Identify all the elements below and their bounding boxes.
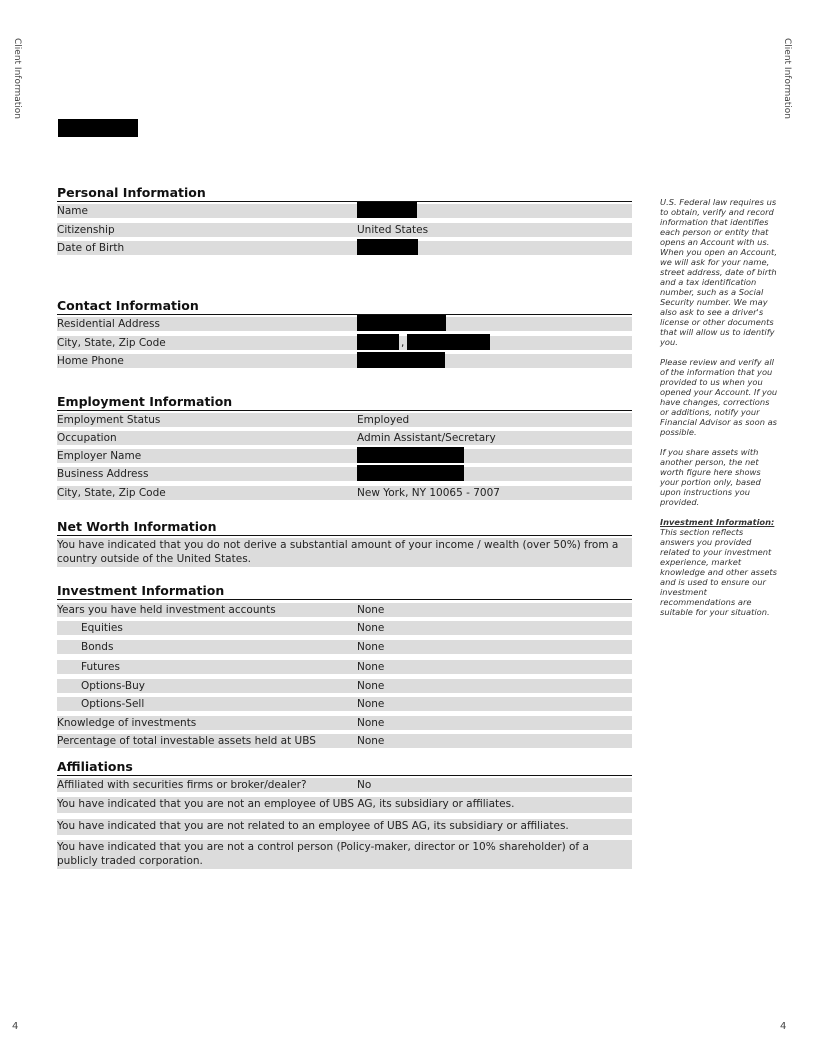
field-value: No bbox=[357, 779, 372, 791]
field-row bbox=[57, 679, 632, 693]
field-value: None bbox=[357, 661, 385, 673]
field-value: None bbox=[357, 641, 385, 653]
field-label: Knowledge of investments bbox=[57, 717, 197, 729]
field-row bbox=[57, 354, 632, 368]
field-row bbox=[57, 413, 632, 427]
note-investment-text: This section reflects answers you provided related to your investment experience, market knowledge and other assets and is used to ensure our investment recommendations are suitable for your situation. bbox=[660, 527, 778, 617]
field-label: Affiliated with securities firms or broker/dealer? bbox=[57, 779, 307, 791]
field-row bbox=[57, 621, 632, 635]
field-value: None bbox=[357, 622, 385, 634]
redacted-value bbox=[357, 202, 417, 218]
field-row bbox=[57, 716, 632, 730]
field-value: None bbox=[357, 698, 385, 710]
comma-separator: , bbox=[401, 337, 405, 349]
margin-label-left: Client Information bbox=[12, 38, 22, 120]
field-row bbox=[57, 603, 632, 617]
note-federal-law: U.S. Federal law requires us to obtain, verify and record information that identifies each person or entity that opens an Account with us. When you open an Account, we will ask for your name, street address, date of birth and a tax identification number, such as a Social Security number. We may also ask to see a driver's license or other documents that will allow us to identify you. bbox=[660, 197, 777, 347]
field-value: None bbox=[357, 680, 385, 692]
field-row bbox=[57, 697, 632, 711]
field-label: Business Address bbox=[57, 468, 149, 480]
field-row bbox=[57, 431, 632, 445]
field-label: Options-Buy bbox=[81, 680, 145, 692]
field-label: Employment Status bbox=[57, 414, 161, 426]
field-label: City, State, Zip Code bbox=[57, 487, 166, 499]
field-row bbox=[57, 734, 632, 748]
field-value: None bbox=[357, 604, 385, 616]
field-value: None bbox=[357, 717, 385, 729]
redacted-value bbox=[407, 334, 490, 350]
field-label: Equities bbox=[81, 622, 123, 634]
section-title: Affiliations bbox=[57, 760, 632, 776]
field-label: Percentage of total investable assets held at UBS bbox=[57, 735, 316, 747]
redacted-value bbox=[357, 465, 464, 481]
field-row bbox=[57, 640, 632, 654]
sidebar-notes bbox=[660, 197, 778, 627]
redacted-value bbox=[357, 334, 399, 350]
field-label: City, State, Zip Code bbox=[57, 337, 166, 349]
field-label: Futures bbox=[81, 661, 120, 673]
section-title: Personal Information bbox=[57, 186, 632, 202]
field-row bbox=[57, 660, 632, 674]
note-review: Please review and verify all of the information that you provided to us when you opened your Account. If you have changes, corrections or additions, notify your Financial Advisor as soon as possible. bbox=[660, 357, 778, 437]
field-label: Bonds bbox=[81, 641, 114, 653]
redacted-value bbox=[357, 315, 446, 331]
field-row bbox=[57, 204, 632, 218]
field-label: Occupation bbox=[57, 432, 117, 444]
field-value: None bbox=[357, 735, 385, 747]
field-row bbox=[57, 486, 632, 500]
redacted-header bbox=[58, 119, 138, 137]
page-number-right: 4 bbox=[780, 1021, 787, 1032]
redacted-value bbox=[357, 239, 418, 255]
field-label: Name bbox=[57, 205, 88, 217]
redacted-value bbox=[357, 447, 464, 463]
field-label: Years you have held investment accounts bbox=[57, 604, 276, 616]
field-value: New York, NY 10065 - 7007 bbox=[357, 487, 500, 499]
margin-label-right: Client Information bbox=[782, 38, 792, 120]
statement-row: You have indicated that you are not a control person (Policy-maker, director or 10% shareholder) of a publicly traded corporation. bbox=[57, 840, 632, 869]
section-title: Investment Information bbox=[57, 584, 632, 600]
field-label: Home Phone bbox=[57, 355, 124, 367]
section-title: Net Worth Information bbox=[57, 520, 632, 536]
note-investment bbox=[660, 517, 778, 617]
statement-row: You have indicated that you are not an employee of UBS AG, its subsidiary or affiliates. bbox=[57, 797, 632, 813]
field-row bbox=[57, 336, 632, 350]
page-number-left: 4 bbox=[12, 1021, 19, 1032]
field-label: Options-Sell bbox=[81, 698, 145, 710]
field-value: Employed bbox=[357, 414, 410, 426]
field-value: Admin Assistant/Secretary bbox=[357, 432, 496, 444]
field-label: Employer Name bbox=[57, 450, 142, 462]
field-row bbox=[57, 467, 632, 481]
section-title: Contact Information bbox=[57, 299, 632, 315]
note-shared-assets: If you share assets with another person, the net worth figure here shows your portion only, based upon instructions you provided. bbox=[660, 447, 761, 507]
field-row bbox=[57, 449, 632, 463]
redacted-value bbox=[357, 352, 445, 368]
field-label: Citizenship bbox=[57, 224, 115, 236]
note-investment-title: Investment Information: bbox=[660, 517, 775, 527]
field-row bbox=[57, 317, 632, 331]
field-label: Residential Address bbox=[57, 318, 160, 330]
field-row bbox=[57, 223, 632, 237]
field-label: Date of Birth bbox=[57, 242, 125, 254]
field-row bbox=[57, 778, 632, 792]
section-title: Employment Information bbox=[57, 395, 632, 411]
field-value: United States bbox=[357, 224, 429, 236]
statement-row: You have indicated that you do not derive a substantial amount of your income / wealth (over 50%) from a country outside of the United States. bbox=[57, 538, 632, 567]
statement-row: You have indicated that you are not related to an employee of UBS AG, its subsidiary or affiliates. bbox=[57, 819, 632, 835]
field-row bbox=[57, 241, 632, 255]
